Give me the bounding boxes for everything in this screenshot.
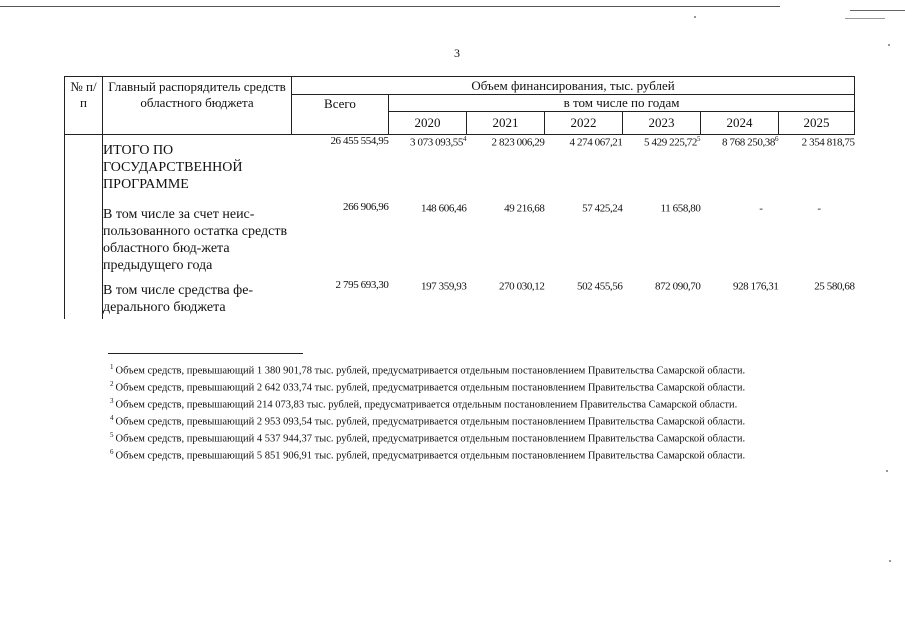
row-value: 270 030,12: [498, 280, 545, 293]
scan-top-rule: [0, 6, 780, 7]
row-number-cell: [65, 201, 103, 279]
footnote-mark: 1: [110, 363, 114, 371]
row-value: 49 216,68: [504, 202, 545, 215]
row-name: ИТОГО ПО ГОСУДАРСТВЕННОЙ ПРОГРАММЕ: [103, 135, 292, 201]
row-value: 2 823 006,29: [491, 136, 545, 149]
row-number-cell: [65, 279, 103, 319]
footnotes: [110, 361, 870, 462]
row-total: 2 795 693,30: [335, 278, 389, 291]
page-number: 3: [454, 46, 460, 60]
row-value: 5 429 225,72$^5$: [644, 135, 701, 149]
scan-speck: [886, 470, 888, 472]
footnote: [110, 361, 870, 378]
header-col-name: Главный распорядитель средств областного бюджета: [103, 77, 292, 135]
footnote-text: Объем средств, превышающий 5 851 906,91 тыс. рублей, предусматривается отдельным постановлением Правительства Самарской области.: [115, 450, 746, 462]
row-value: 11 658,80: [660, 202, 701, 215]
footnote-mark: 6: [110, 447, 114, 456]
header-year-2022: 2022: [545, 112, 623, 135]
scan-speck: [694, 16, 696, 18]
footnote-text: Объем средств, превышающий 2 642 033,74 тыс. рублей, предусматривается отдельным постановлением Правительства Самарской области.: [115, 382, 746, 394]
row-value: -: [817, 202, 821, 215]
row-value: 197 359,93: [420, 280, 467, 293]
footnote: [110, 429, 870, 446]
row-name: В том числе средства фе-дерального бюджета: [103, 279, 292, 319]
footnote-text: Объем средств, превышающий 2 953 093,54 тыс. рублей, предусматривается отдельным постановлением Правительства Самарской области.: [115, 416, 746, 428]
row-value: 928 176,31: [732, 280, 779, 293]
row-value: 2 354 818,75: [801, 136, 855, 149]
header-year-2020: 2020: [389, 112, 467, 135]
footnote: [110, 412, 870, 429]
row-value: 3 073 093,55$^4$: [410, 135, 467, 149]
row-total: 266 906,96: [342, 200, 389, 213]
row-value: 8 768 250,38$^6$: [722, 135, 779, 149]
header-year-2023: 2023: [623, 112, 701, 135]
row-value: 148 606,46: [420, 202, 467, 215]
row-value: -: [759, 202, 763, 215]
row-value: 872 090,70: [654, 280, 701, 293]
header-year-2025: 2025: [779, 112, 855, 135]
row-value: 57 425,24: [582, 202, 623, 215]
footnote-text: Объем средств, превышающий 1 380 901,78 тыс. рублей, предусматривается отдельным постановлением Правительства Самарской области.: [115, 365, 746, 377]
header-year-2021: 2021: [467, 112, 545, 135]
table-row: [65, 279, 855, 319]
header-year-2024: 2024: [701, 112, 779, 135]
footnote-mark: 5: [110, 430, 114, 439]
footnote: [110, 395, 870, 412]
header-col-num: № п/п: [65, 77, 103, 135]
footnote-separator: [108, 353, 303, 354]
table-row: [65, 135, 855, 201]
table-row: [65, 201, 855, 279]
header-total: Всего: [292, 95, 389, 135]
row-number-cell: [65, 135, 103, 201]
footnote-mark: 4: [110, 413, 114, 422]
footnote-text: Объем средств, превышающий 4 537 944,37 тыс. рублей, предусматривается отдельным постановлением Правительства Самарской области.: [115, 433, 746, 445]
header-by-years: в том числе по годам: [389, 95, 855, 112]
footnote-mark: 3: [110, 396, 114, 405]
scan-edge-mark: [850, 10, 905, 11]
scan-speck: [889, 560, 891, 562]
row-value: 25 580,68: [814, 280, 855, 293]
row-value: 4 274 067,21: [569, 136, 623, 149]
footnote-text: Объем средств, превышающий 214 073,83 тыс. рублей, предусматривается отдельным постановлением Правительства Самарской области.: [115, 399, 738, 411]
footnote: [110, 378, 870, 395]
financing-table: [64, 76, 855, 319]
row-total: 26 455 554,95: [330, 135, 389, 147]
header-funding-title: Объем финансирования, тыс. рублей: [292, 77, 855, 95]
footnote-mark: 2: [110, 379, 114, 388]
footnote: [110, 446, 870, 463]
scan-speck: [888, 44, 890, 46]
row-name: В том числе за счет неис-пользованного остатка средств областного бюд-жета предыдущего года: [103, 201, 292, 279]
row-value: 502 455,56: [576, 280, 623, 293]
scan-edge-mark: [845, 18, 885, 19]
